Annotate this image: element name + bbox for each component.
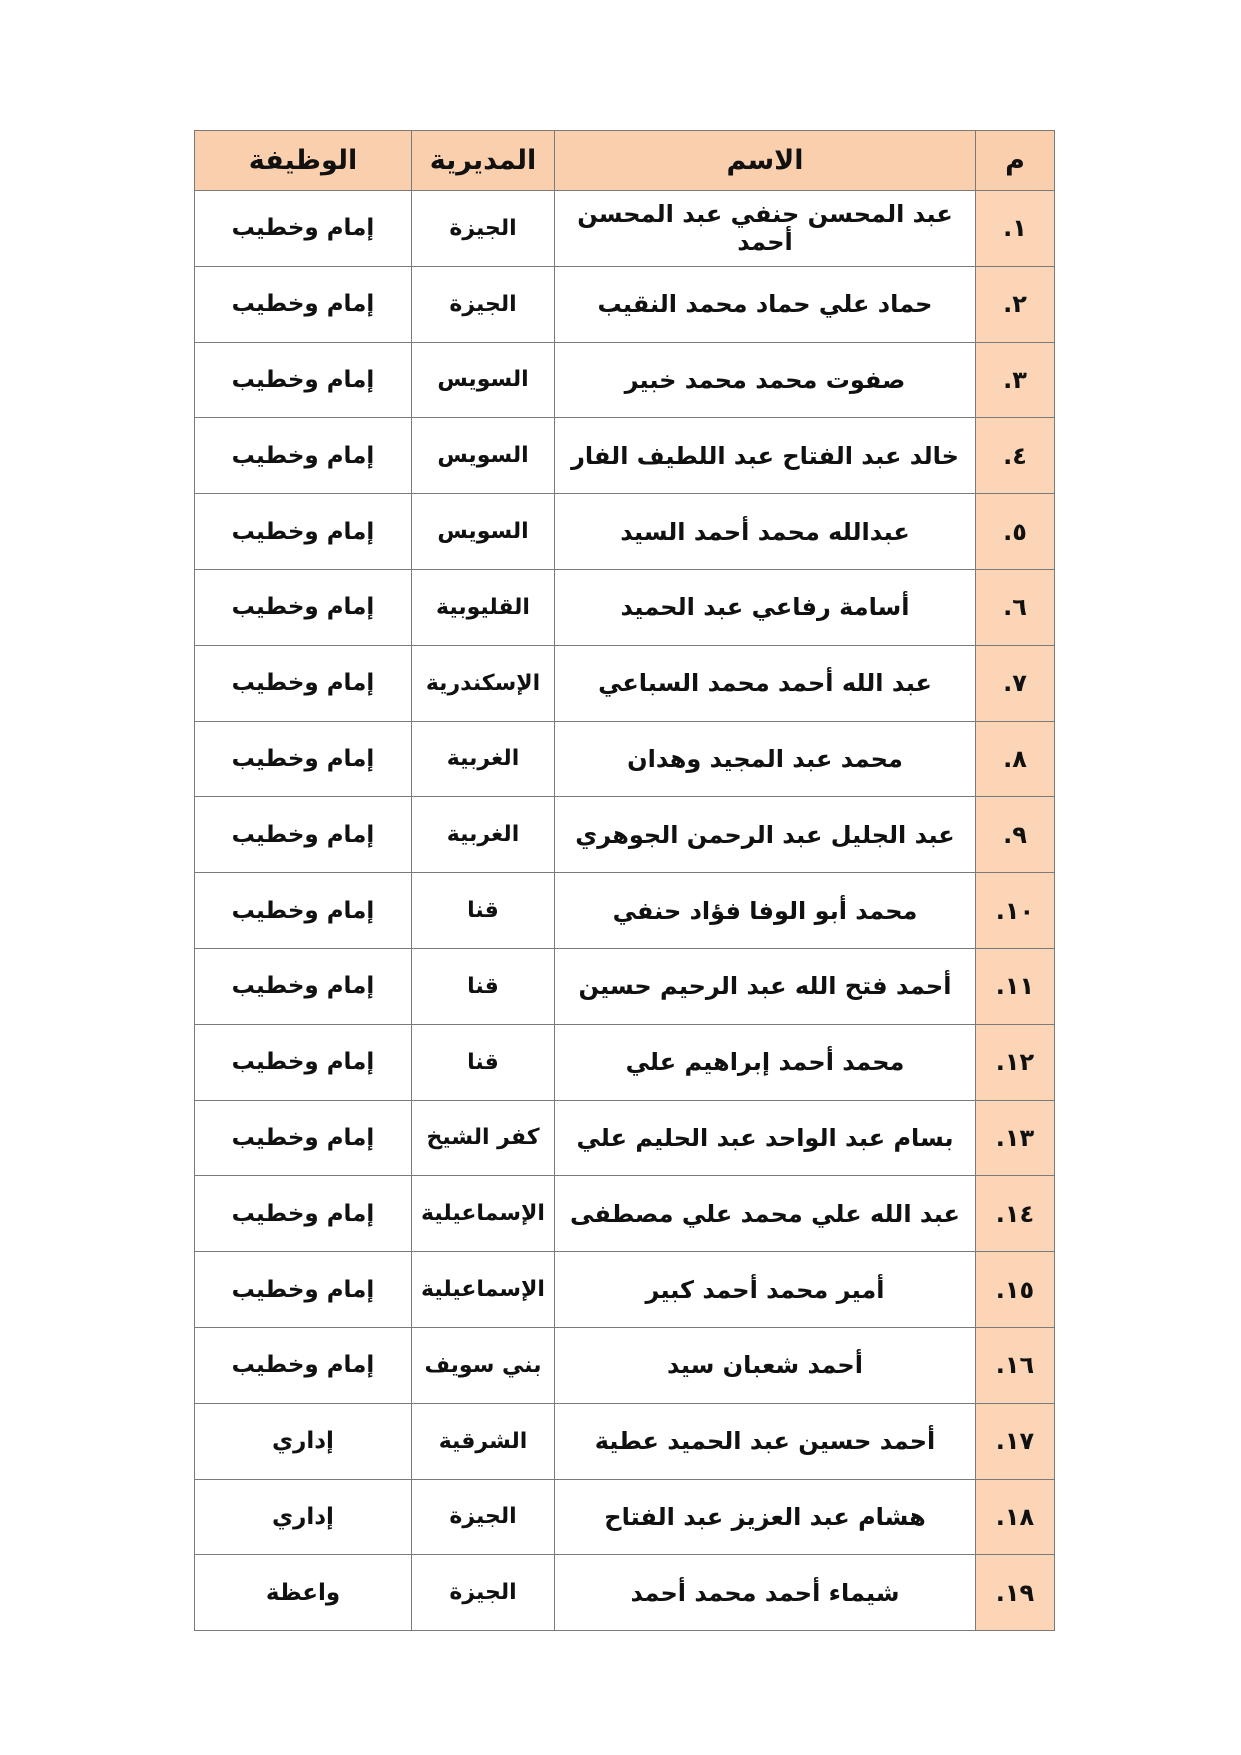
job-cell: إمام وخطيب xyxy=(195,1327,412,1403)
name-cell: محمد أبو الوفا فؤاد حنفي xyxy=(555,873,976,949)
directorate-cell: السويس xyxy=(412,342,555,418)
table-row xyxy=(195,1555,1055,1631)
name-cell: أحمد فتح الله عبد الرحيم حسين xyxy=(555,948,976,1024)
row-number-cell: ٩. xyxy=(976,797,1055,873)
table-row xyxy=(195,1403,1055,1479)
table-row xyxy=(195,873,1055,949)
directorate-cell: الجيزة xyxy=(412,266,555,342)
table-header-row xyxy=(195,131,1055,191)
table-row xyxy=(195,1479,1055,1555)
row-number-cell: ١٢. xyxy=(976,1024,1055,1100)
name-cell: عبد الله أحمد محمد السباعي xyxy=(555,645,976,721)
header-directorate: المديرية xyxy=(412,131,555,191)
name-cell: أحمد حسين عبد الحميد عطية xyxy=(555,1403,976,1479)
table-row xyxy=(195,797,1055,873)
table-row xyxy=(195,1100,1055,1176)
job-cell: إمام وخطيب xyxy=(195,948,412,1024)
job-cell: إمام وخطيب xyxy=(195,873,412,949)
name-cell: عبد الجليل عبد الرحمن الجوهري xyxy=(555,797,976,873)
table-body xyxy=(195,191,1055,1631)
table-row xyxy=(195,1176,1055,1252)
job-cell: إمام وخطيب xyxy=(195,569,412,645)
table-row xyxy=(195,948,1055,1024)
job-cell: إمام وخطيب xyxy=(195,191,412,267)
job-cell: إمام وخطيب xyxy=(195,266,412,342)
directorate-cell: الجيزة xyxy=(412,1555,555,1631)
row-number-cell: ١١. xyxy=(976,948,1055,1024)
name-cell: أحمد شعبان سيد xyxy=(555,1327,976,1403)
row-number-cell: ١٥. xyxy=(976,1252,1055,1328)
name-cell: عبد المحسن حنفي عبد المحسن أحمد xyxy=(555,191,976,267)
table-row xyxy=(195,418,1055,494)
job-cell: إمام وخطيب xyxy=(195,342,412,418)
job-cell: إمام وخطيب xyxy=(195,1252,412,1328)
header-number: م xyxy=(976,131,1055,191)
table-row xyxy=(195,721,1055,797)
name-cell: محمد أحمد إبراهيم علي xyxy=(555,1024,976,1100)
directorate-cell: السويس xyxy=(412,418,555,494)
directorate-cell: الشرقية xyxy=(412,1403,555,1479)
job-cell: إمام وخطيب xyxy=(195,1024,412,1100)
row-number-cell: ١٧. xyxy=(976,1403,1055,1479)
directorate-cell: السويس xyxy=(412,494,555,570)
header-name: الاسم xyxy=(555,131,976,191)
job-cell: إداري xyxy=(195,1479,412,1555)
directorate-cell: الإسكندرية xyxy=(412,645,555,721)
directorate-cell: قنا xyxy=(412,948,555,1024)
directorate-cell: الجيزة xyxy=(412,1479,555,1555)
directorate-cell: قنا xyxy=(412,873,555,949)
job-cell: إمام وخطيب xyxy=(195,418,412,494)
directorate-cell: الإسماعيلية xyxy=(412,1176,555,1252)
row-number-cell: ٢. xyxy=(976,266,1055,342)
table-row xyxy=(195,191,1055,267)
row-number-cell: ١٩. xyxy=(976,1555,1055,1631)
personnel-table xyxy=(194,130,1055,1631)
name-cell: أمير محمد أحمد كبير xyxy=(555,1252,976,1328)
row-number-cell: ١٨. xyxy=(976,1479,1055,1555)
row-number-cell: ١٦. xyxy=(976,1327,1055,1403)
name-cell: حماد علي حماد محمد النقيب xyxy=(555,266,976,342)
directorate-cell: كفر الشيخ xyxy=(412,1100,555,1176)
job-cell: إمام وخطيب xyxy=(195,494,412,570)
directorate-cell: الغربية xyxy=(412,721,555,797)
row-number-cell: ١٠. xyxy=(976,873,1055,949)
row-number-cell: ١. xyxy=(976,191,1055,267)
name-cell: محمد عبد المجيد وهدان xyxy=(555,721,976,797)
name-cell: عبد الله علي محمد علي مصطفى xyxy=(555,1176,976,1252)
table-row xyxy=(195,1327,1055,1403)
table-row xyxy=(195,494,1055,570)
name-cell: أسامة رفاعي عبد الحميد xyxy=(555,569,976,645)
directorate-cell: الإسماعيلية xyxy=(412,1252,555,1328)
job-cell: إمام وخطيب xyxy=(195,1100,412,1176)
table-row xyxy=(195,645,1055,721)
row-number-cell: ٧. xyxy=(976,645,1055,721)
job-cell: إمام وخطيب xyxy=(195,645,412,721)
name-cell: صفوت محمد محمد خبير xyxy=(555,342,976,418)
row-number-cell: ٤. xyxy=(976,418,1055,494)
job-cell: إمام وخطيب xyxy=(195,797,412,873)
name-cell: شيماء أحمد محمد أحمد xyxy=(555,1555,976,1631)
row-number-cell: ١٣. xyxy=(976,1100,1055,1176)
job-cell: واعظة xyxy=(195,1555,412,1631)
table-row xyxy=(195,1024,1055,1100)
table-row xyxy=(195,266,1055,342)
directorate-cell: الغربية xyxy=(412,797,555,873)
name-cell: عبدالله محمد أحمد السيد xyxy=(555,494,976,570)
row-number-cell: ٦. xyxy=(976,569,1055,645)
job-cell: إمام وخطيب xyxy=(195,1176,412,1252)
job-cell: إمام وخطيب xyxy=(195,721,412,797)
header-job: الوظيفة xyxy=(195,131,412,191)
table-row xyxy=(195,1252,1055,1328)
row-number-cell: ١٤. xyxy=(976,1176,1055,1252)
name-cell: بسام عبد الواحد عبد الحليم علي xyxy=(555,1100,976,1176)
name-cell: هشام عبد العزيز عبد الفتاح xyxy=(555,1479,976,1555)
row-number-cell: ٨. xyxy=(976,721,1055,797)
directorate-cell: قنا xyxy=(412,1024,555,1100)
directorate-cell: الجيزة xyxy=(412,191,555,267)
directorate-cell: بني سويف xyxy=(412,1327,555,1403)
name-cell: خالد عبد الفتاح عبد اللطيف الفار xyxy=(555,418,976,494)
directorate-cell: القليوبية xyxy=(412,569,555,645)
table-row xyxy=(195,342,1055,418)
table-row xyxy=(195,569,1055,645)
row-number-cell: ٣. xyxy=(976,342,1055,418)
row-number-cell: ٥. xyxy=(976,494,1055,570)
job-cell: إداري xyxy=(195,1403,412,1479)
